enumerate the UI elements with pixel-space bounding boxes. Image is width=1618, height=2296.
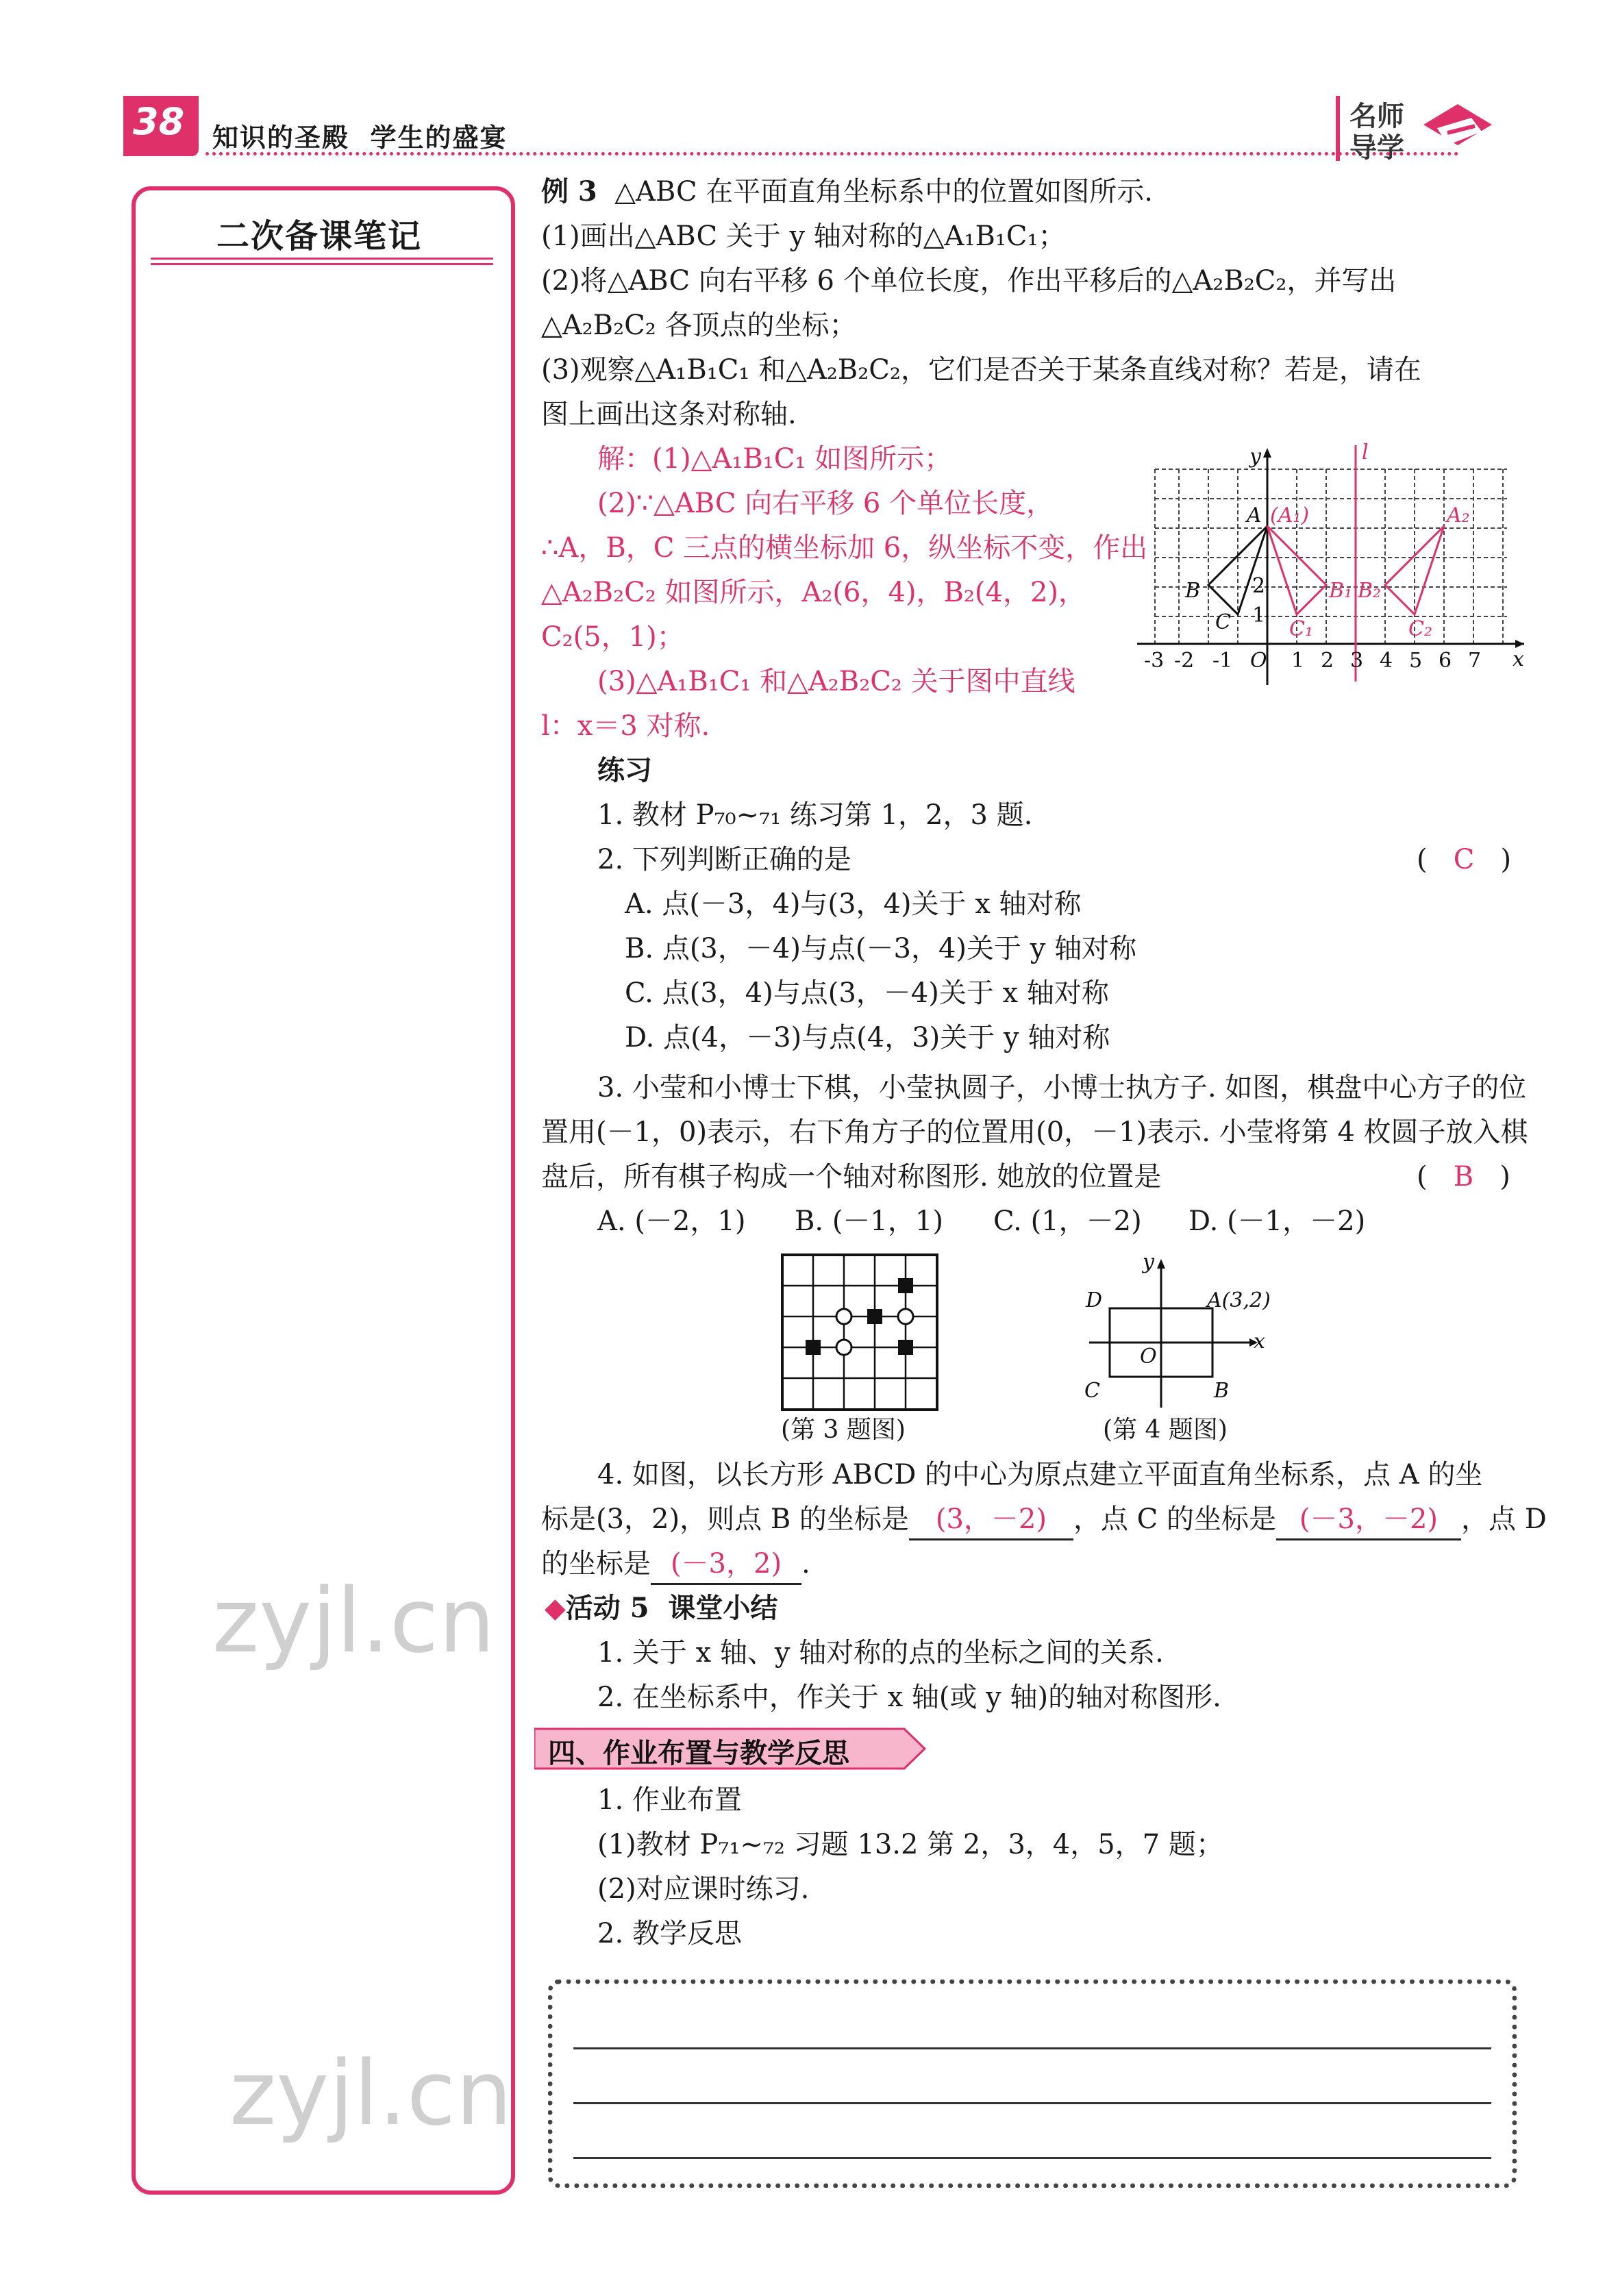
reflection-line[interactable] xyxy=(573,2047,1491,2049)
figure-3-caption: (第 3 题图) xyxy=(781,1416,906,1444)
origin-label: O xyxy=(1250,649,1267,673)
answer-c-blank: (－3，－2) xyxy=(1276,1500,1461,1540)
practice-4a: 4. 如图，以长方形 ABCD 的中心为原点建立平面直角坐标系，点 A 的坐 xyxy=(597,1459,1483,1490)
practice-4c xyxy=(541,1545,810,1585)
section4-h1: 1. 作业布置 xyxy=(597,1784,742,1816)
x-tick-label: 6 xyxy=(1439,649,1452,673)
practice-3-option: D. (－1，－2) xyxy=(1188,1206,1366,1237)
fig4-label-d: D xyxy=(1086,1288,1103,1312)
reflection-line[interactable] xyxy=(573,2157,1491,2159)
practice-3-option: C. (1，－2) xyxy=(993,1206,1142,1237)
solution-2d: C₂(5，1)； xyxy=(541,621,684,653)
brand-logo xyxy=(1336,96,1534,164)
example3-coordinate-graph xyxy=(1137,438,1534,685)
practice-2-option: A. 点(－3，4)与(3，4)关于 x 轴对称 xyxy=(625,888,1082,920)
figure-4-rectangle-graph xyxy=(1082,1253,1274,1411)
section4-title: 四、作业布置与教学反思 xyxy=(548,1738,849,1769)
practice-1: 1. 教材 P₇₀~₇₁ 练习第 1，2，3 题. xyxy=(597,799,1033,831)
point-b-label: B xyxy=(1185,579,1201,603)
point-a2-label: A₂ xyxy=(1447,503,1470,527)
example-stem: △ABC 在平面直角坐标系中的位置如图所示. xyxy=(614,176,1154,208)
practice-3-answer: B xyxy=(1453,1161,1474,1193)
sidebar-title: 二次备课笔记 xyxy=(216,217,423,255)
fig4-label-c: C xyxy=(1084,1379,1100,1403)
point-b2-label: B₂ xyxy=(1358,579,1382,603)
fig4-label-x: x xyxy=(1254,1330,1265,1353)
solution-3b: l：x＝3 对称. xyxy=(541,710,710,742)
x-tick-label: 1 xyxy=(1291,649,1305,673)
answer-b-blank: (3，－2) xyxy=(909,1500,1073,1540)
round-piece xyxy=(898,1309,913,1324)
line-l-label: l xyxy=(1362,440,1369,464)
point-c-label: C xyxy=(1215,610,1231,634)
solution-2b: ∴A，B，C 三点的横坐标加 6，纵坐标不变，作出 xyxy=(541,532,1148,564)
x-tick-label: -1 xyxy=(1212,649,1233,673)
activity5-title xyxy=(545,1589,777,1627)
brand-line1: 名师 xyxy=(1349,101,1404,132)
practice-3b: 置用(－1，0)表示，右下角方子的位置用(0，－1)表示. 小莹将第 4 枚圆子放入棋 xyxy=(541,1116,1528,1148)
practice-4c-text: 的坐标是 xyxy=(541,1548,651,1580)
x-tick-label: 2 xyxy=(1321,649,1334,673)
practice-2-answer: C xyxy=(1453,844,1475,875)
solution-2c: △A₂B₂C₂ 如图所示，A₂(6，4)，B₂(4，2)， xyxy=(541,577,1086,608)
figure-3-chessboard xyxy=(781,1253,938,1411)
practice-2-option: C. 点(3，4)与点(3，－4)关于 x 轴对称 xyxy=(625,977,1109,1009)
square-piece xyxy=(898,1340,913,1355)
point-b1-label: B₁ xyxy=(1329,579,1353,603)
round-piece xyxy=(836,1340,851,1355)
practice-4b xyxy=(541,1500,1547,1540)
reflection-box xyxy=(548,1980,1517,2188)
y-axis-label: y xyxy=(1249,445,1261,469)
header xyxy=(123,96,1534,164)
x-tick-label: 3 xyxy=(1350,649,1364,673)
reflection-line[interactable] xyxy=(573,2102,1491,2104)
watermark: zyjl.cn xyxy=(229,2041,512,2145)
diamond-icon: ◆ xyxy=(545,1592,566,1624)
practice-2-answer-bracket: ( C ) xyxy=(1417,844,1512,875)
practice-3-option: A. (－2，1) xyxy=(597,1206,746,1237)
activity5-line2: 2. 在坐标系中，作关于 x 轴(或 y 轴)的轴对称图形. xyxy=(597,1682,1221,1713)
example3-q3a: (3)观察△A₁B₁C₁ 和△A₂B₂C₂，它们是否关于某条直线对称？若是，请在 xyxy=(541,354,1421,386)
header-tagline: 知识的圣殿 学生的盛宴 xyxy=(212,122,508,153)
practice-3-option: B. (－1，1) xyxy=(795,1206,943,1237)
sidebar-notes-panel xyxy=(132,186,515,2195)
square-piece xyxy=(867,1309,882,1324)
practice-2-option: B. 点(3，－4)与点(－3，4)关于 y 轴对称 xyxy=(625,933,1137,964)
practice-2-option: D. 点(4，－3)与点(4，3)关于 y 轴对称 xyxy=(625,1022,1110,1053)
header-dotted-rule xyxy=(206,152,1459,155)
example3-stem-line xyxy=(541,173,1153,211)
activity5-line1: 1. 关于 x 轴、y 轴对称的点的坐标之间的关系. xyxy=(597,1637,1164,1669)
x-axis-label: x xyxy=(1513,647,1524,671)
fig4-label-a: A(3,2) xyxy=(1207,1288,1271,1312)
round-piece xyxy=(836,1309,851,1324)
example3-q1: (1)画出△ABC 关于 y 轴对称的△A₁B₁C₁； xyxy=(541,221,1066,252)
section4-item1: (1)教材 P₇₁~₇₂ 习题 13.2 第 2，3，4，5，7 题； xyxy=(597,1829,1223,1860)
x-tick-label: 4 xyxy=(1380,649,1393,673)
page-number-tab xyxy=(123,96,199,156)
y-tick-label: 2 xyxy=(1252,574,1266,598)
x-tick-label: -3 xyxy=(1144,649,1165,673)
answer-d-blank: (－3，2) xyxy=(651,1545,801,1585)
y-tick-label: 1 xyxy=(1252,603,1266,627)
example3-q3b: 图上画出这条对称轴. xyxy=(541,399,797,430)
practice-2: 2. 下列判断正确的是 xyxy=(597,844,851,875)
fig4-label-b: B xyxy=(1214,1379,1230,1403)
point-c2-label: C₂ xyxy=(1408,617,1432,641)
section4-banner xyxy=(534,1726,932,1771)
practice-3c: 盘后，所有棋子构成一个轴对称图形. 她放的位置是 xyxy=(541,1161,1162,1193)
activity5-title-text: 活动 5 课堂小结 xyxy=(565,1592,778,1624)
fig4-label-o: O xyxy=(1140,1345,1157,1369)
x-tick-label: 5 xyxy=(1409,649,1423,673)
practice-title: 练习 xyxy=(597,754,652,786)
square-piece xyxy=(806,1340,821,1355)
point-a-label: A xyxy=(1247,503,1262,527)
section4-h2: 2. 教学反思 xyxy=(597,1918,742,1949)
sidebar-title-rule xyxy=(151,258,493,260)
brand-line2: 导学 xyxy=(1349,132,1404,164)
point-c1-label: C₁ xyxy=(1289,617,1313,641)
practice-4b-text: ，点 C 的坐标是 xyxy=(1073,1503,1276,1535)
practice-4b-text: ，点 D xyxy=(1460,1503,1547,1535)
practice-3-answer-bracket: ( B ) xyxy=(1417,1161,1510,1193)
solution-1: 解：(1)△A₁B₁C₁ 如图所示； xyxy=(597,443,952,475)
fig4-label-y: y xyxy=(1143,1253,1154,1274)
practice-4c-text: . xyxy=(801,1548,810,1580)
practice-3a: 3. 小莹和小博士下棋，小莹执圆子，小博士执方子. 如图，棋盘中心方子的位 xyxy=(597,1072,1527,1103)
solution-2a: (2)∵△ABC 向右平移 6 个单位长度， xyxy=(597,488,1054,519)
practice-4b-text: 标是(3，2)，则点 B 的坐标是 xyxy=(541,1503,909,1535)
section4-item2: (2)对应课时练习. xyxy=(597,1873,810,1905)
example3-q2b: △A₂B₂C₂ 各顶点的坐标； xyxy=(541,310,857,341)
watermark: zyjl.cn xyxy=(212,1569,495,1673)
brand-swoosh-icon xyxy=(1417,97,1499,159)
point-a1-label: (A₁) xyxy=(1270,503,1310,527)
solution-3a: (3)△A₁B₁C₁ 和△A₂B₂C₂ 关于图中直线 xyxy=(597,666,1075,697)
x-tick-label: 7 xyxy=(1468,649,1482,673)
figure-4-caption: (第 4 题图) xyxy=(1103,1416,1228,1444)
square-piece xyxy=(898,1278,913,1293)
example-label: 例 3 xyxy=(541,175,597,208)
example3-q2a: (2)将△ABC 向右平移 6 个单位长度，作出平移后的△A₂B₂C₂，并写出 xyxy=(541,265,1397,297)
x-tick-label: -2 xyxy=(1174,649,1195,673)
page-number: 38 xyxy=(133,100,185,143)
